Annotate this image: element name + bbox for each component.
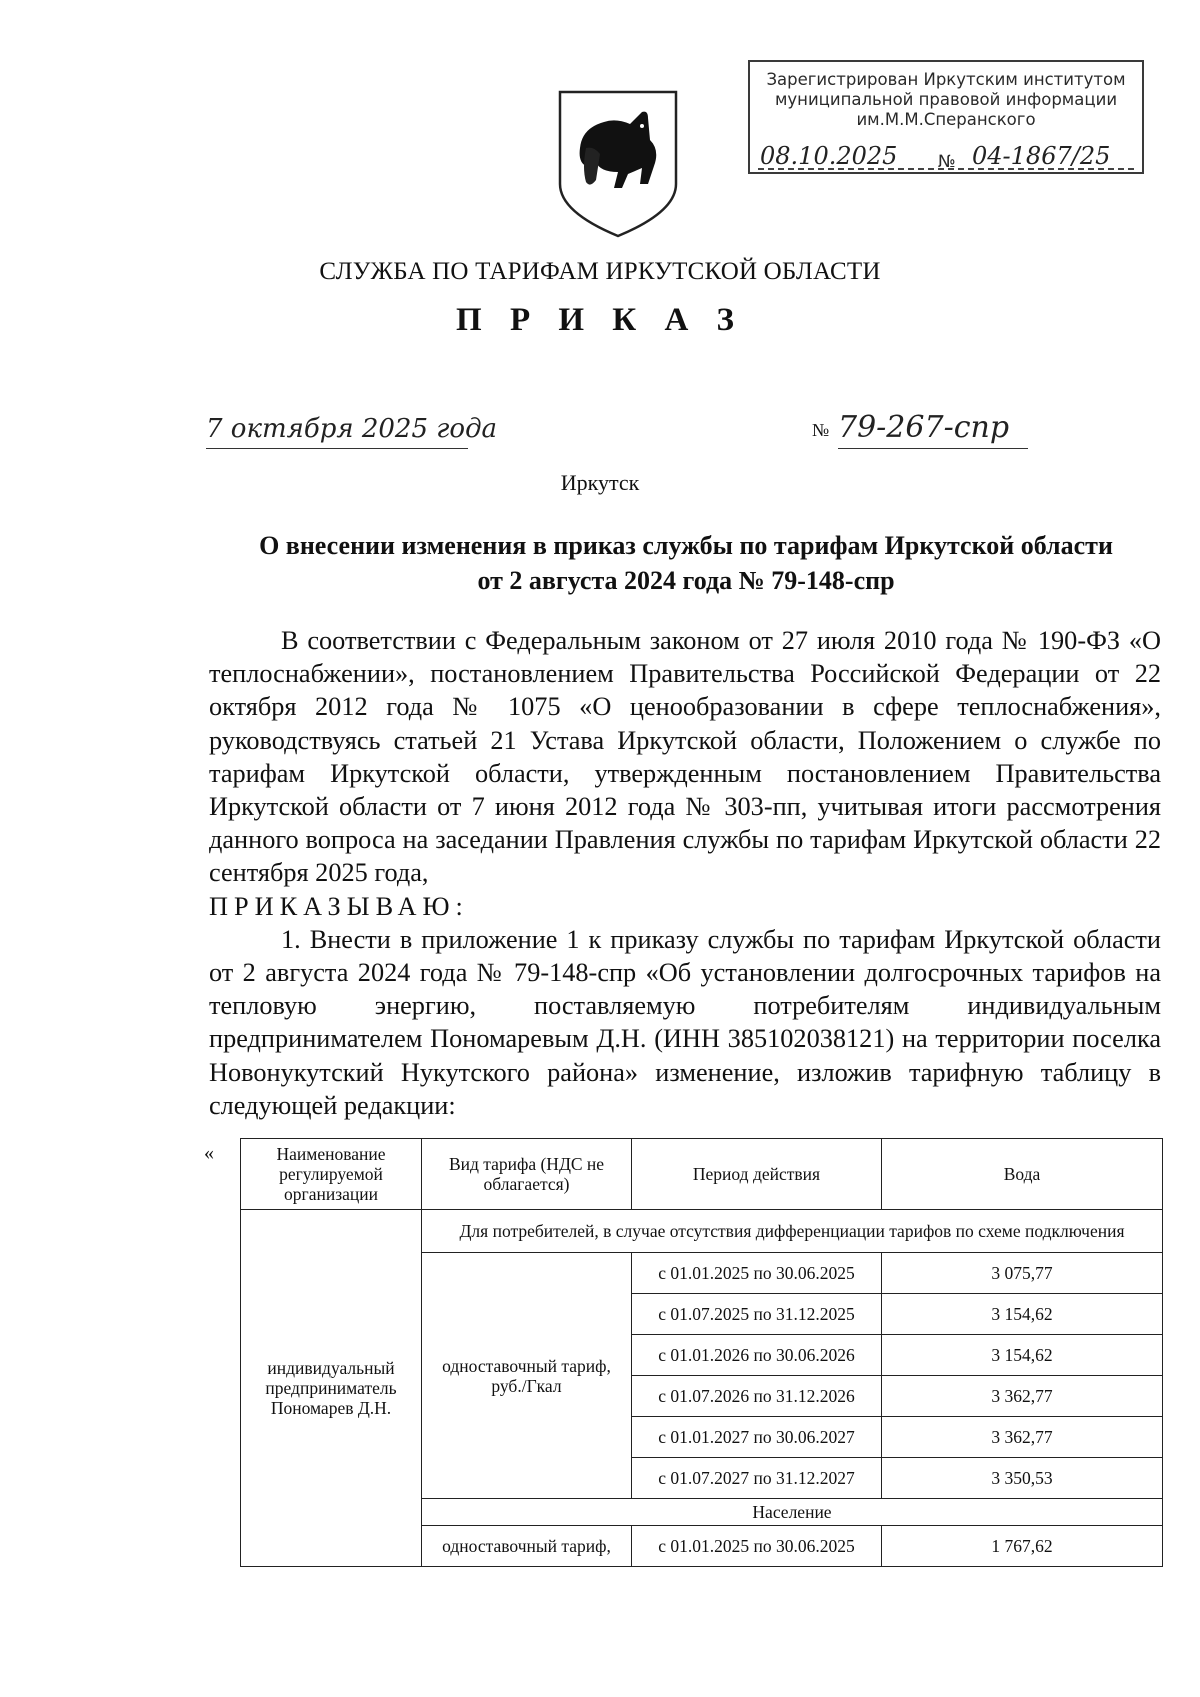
period-cell: с 01.07.2027 по 31.12.2027 xyxy=(632,1458,882,1499)
header-water: Вода xyxy=(882,1139,1163,1210)
period-cell: с 01.01.2025 по 30.06.2025 xyxy=(632,1526,882,1567)
stamp-line-2: муниципальной правовой информации xyxy=(774,90,1118,109)
registration-stamp xyxy=(748,60,1144,174)
header-tariff-type: Вид тарифа (НДС не облагается) xyxy=(422,1139,632,1210)
heading-line-1: О внесении изменения в приказ службы по тарифам Иркутской области xyxy=(259,531,1113,560)
organization-cell: индивидуальный предприниматель Пономарев Д.Н. xyxy=(241,1210,422,1567)
stamp-line-1: Зарегистрирован Иркутским институтом xyxy=(766,70,1126,89)
clause-1-paragraph: 1. Внести в приложение 1 к приказу службы по тарифам Иркутской области от 2 августа 2024 года № 79-148-спр «Об установлении долгосрочных тарифов на тепловую энергию, поставляемую потребителям индивидуальным предпринимателем Пономаревым Д.Н. (ИНН 385102038121) на территории поселка Новонукутский Нукутского района» изменение, изложив тарифную таблицу в следующей редакции: xyxy=(209,924,1161,1120)
value-cell: 3 075,77 xyxy=(882,1253,1163,1294)
order-number-handwritten: 79-267-спр xyxy=(838,410,1010,445)
order-date-underline xyxy=(206,448,468,449)
section-title-population: Население xyxy=(422,1499,1163,1526)
section-title-consumers: Для потребителей, в случае отсутствия дифференциации тарифов по схеме подключения xyxy=(422,1210,1163,1253)
stamp-underline xyxy=(758,168,1134,170)
heading-line-2: от 2 августа 2024 года № 79-148-спр xyxy=(477,566,895,595)
tariff-table xyxy=(240,1138,1163,1567)
stamp-registration-date: 08.10.2025 xyxy=(760,142,898,170)
value-cell: 3 154,62 xyxy=(882,1335,1163,1376)
order-date-handwritten: 7 октября 2025 года xyxy=(206,414,498,444)
value-cell: 3 362,77 xyxy=(882,1417,1163,1458)
period-cell: с 01.07.2026 по 31.12.2026 xyxy=(632,1376,882,1417)
value-cell: 3 362,77 xyxy=(882,1376,1163,1417)
period-cell: с 01.01.2025 по 30.06.2025 xyxy=(632,1253,882,1294)
order-number-underline xyxy=(838,448,1028,449)
stamp-number-label: № xyxy=(938,152,956,172)
period-cell: с 01.07.2025 по 31.12.2025 xyxy=(632,1294,882,1335)
tariff-type-cell: одноставочный тариф, xyxy=(422,1526,632,1567)
coat-of-arms-emblem xyxy=(556,88,680,240)
period-cell: с 01.01.2027 по 30.06.2027 xyxy=(632,1417,882,1458)
tariff-type-cell: одноставочный тариф, руб./Гкал xyxy=(422,1253,632,1499)
header-period: Период действия xyxy=(632,1139,882,1210)
preamble-paragraph: В соответствии с Федеральным законом от 27 июля 2010 года № 190-ФЗ «О теплоснабжении», постановлением Правительства Российской Федерации от 22 октября 2012 года № 1075 «О ценообразовании в сфере теплоснабжения», руководствуясь статьей 21 Устава Иркутской области, Положением о службе по тарифам Иркутской области, утвержденным постановлением Правительства Иркутской области от 7 июня 2012 года № 303-пп, учитывая итоги рассмотрения данного вопроса на заседании Правления службы по тарифам Иркутской области 22 сентября 2025 года, xyxy=(209,626,1161,888)
table-header-row xyxy=(241,1139,1163,1210)
agency-name: СЛУЖБА ПО ТАРИФАМ ИРКУТСКОЙ ОБЛАСТИ xyxy=(319,258,881,285)
stamp-registration-number: 04-1867/25 xyxy=(972,142,1111,170)
city-name: Иркутск xyxy=(560,470,640,495)
value-cell: 1 767,62 xyxy=(882,1526,1163,1567)
period-cell: с 01.01.2026 по 30.06.2026 xyxy=(632,1335,882,1376)
order-word: ПРИКАЗЫВАЮ: xyxy=(209,891,469,921)
value-cell: 3 154,62 xyxy=(882,1294,1163,1335)
header-organization: Наименование регулируемой организации xyxy=(241,1139,422,1210)
opening-quote-mark: « xyxy=(204,1142,214,1164)
order-body xyxy=(209,624,1161,1122)
table-row xyxy=(241,1210,1163,1253)
document-title: П Р И К А З xyxy=(456,302,744,338)
stamp-line-3: им.М.М.Сперанского xyxy=(856,110,1036,129)
value-cell: 3 350,53 xyxy=(882,1458,1163,1499)
order-heading xyxy=(208,528,1164,598)
order-number-label: № xyxy=(812,420,830,440)
